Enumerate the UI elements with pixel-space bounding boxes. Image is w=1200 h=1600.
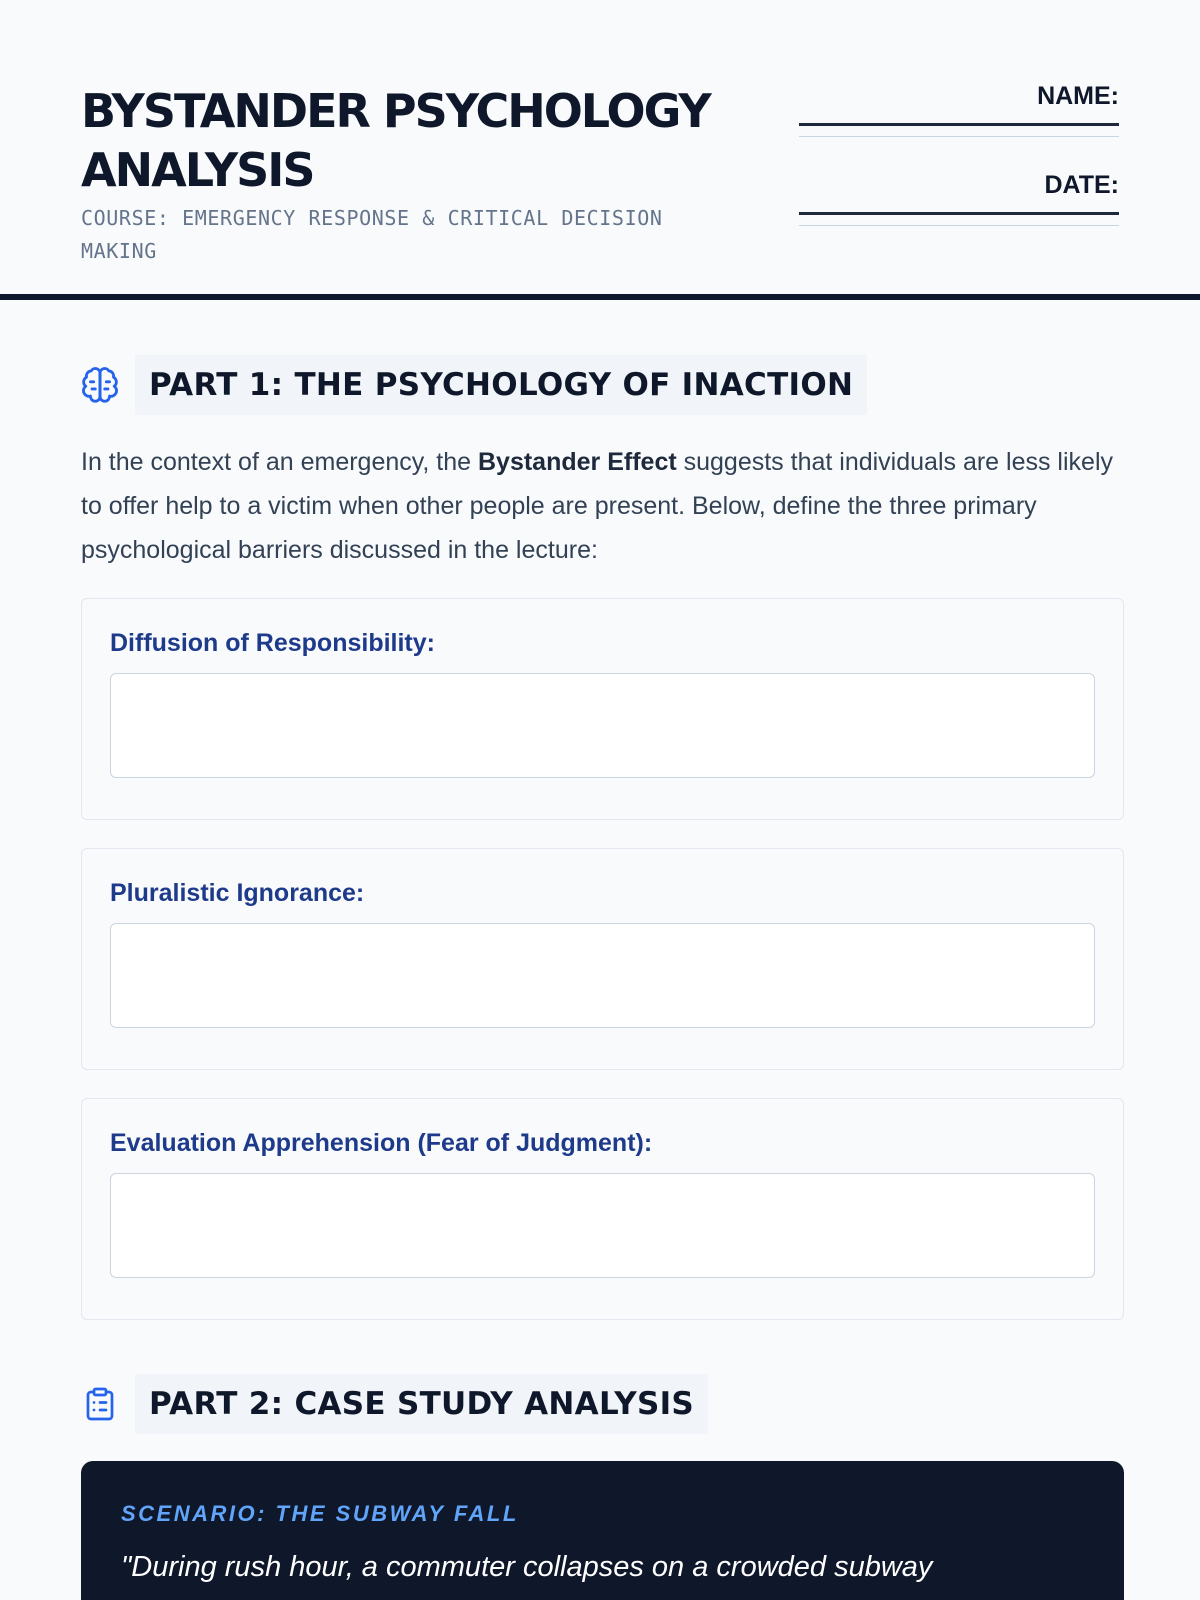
question-label: Evaluation Apprehension (Fear of Judgment): (110, 1129, 653, 1157)
part2-header (81, 1374, 708, 1434)
answer-field[interactable] (110, 673, 1095, 778)
question-label: Pluralistic Ignorance: (110, 879, 365, 907)
part1-header (81, 355, 867, 415)
header-divider (0, 294, 1200, 300)
intro-text-end: suggests that individuals are less likely to offer help to a victim when other people are present. Below, define the three primary psychological barriers discussed in the lecture: (81, 448, 1113, 564)
worksheet-title: BYSTANDER PSYCHOLOGY ANALYSIS (81, 84, 710, 197)
question-label: Diffusion of Responsibility: (110, 629, 435, 657)
scenario-card (81, 1461, 1124, 1600)
question-box-pluralistic (81, 848, 1124, 1070)
name-line[interactable] (799, 123, 1119, 137)
question-box-evaluation (81, 1098, 1124, 1320)
part1-title: PART 1: THE PSYCHOLOGY OF INACTION (135, 355, 867, 415)
date-field[interactable] (799, 171, 1119, 260)
answer-field[interactable] (110, 923, 1095, 1028)
student-fields (799, 82, 1119, 260)
intro-bold-term: Bystander Effect (478, 448, 677, 476)
question-box-diffusion (81, 598, 1124, 820)
intro-text-start: In the context of an emergency, the (81, 448, 478, 476)
scenario-text: "During rush hour, a commuter collapses on a crowded subway (121, 1551, 933, 1583)
worksheet-header (81, 0, 1119, 302)
part1-intro (81, 440, 1121, 572)
name-label: NAME: (1037, 82, 1119, 110)
clipboard-icon (81, 1384, 119, 1424)
brain-icon (81, 365, 119, 405)
date-line[interactable] (799, 212, 1119, 226)
answer-field[interactable] (110, 1173, 1095, 1278)
date-label: DATE: (1044, 171, 1119, 199)
scenario-label: SCENARIO: THE SUBWAY FALL (121, 1501, 519, 1526)
course-name: COURSE: EMERGENCY RESPONSE & CRITICAL DECISION MAKING (81, 206, 663, 263)
part2-title: PART 2: CASE STUDY ANALYSIS (135, 1374, 708, 1434)
name-field[interactable] (799, 82, 1119, 171)
